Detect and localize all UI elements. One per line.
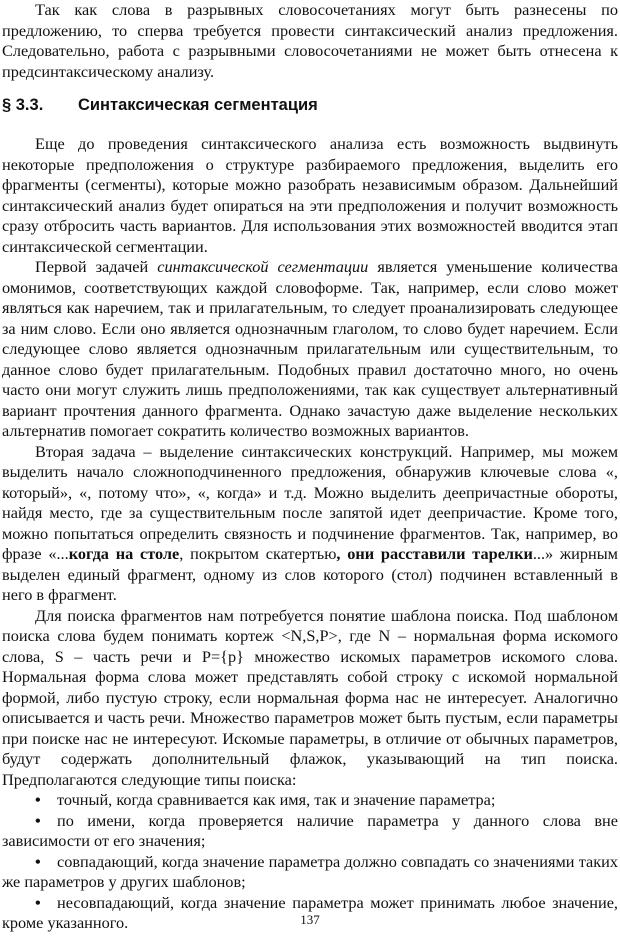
list-item [2,852,618,893]
paragraph-2-rest: является уменьшение количества омонимов, соответствующих каждой словоформе. Так, например, если слово может являться как наречием, так и прилагательным, то следует проанализировать следующее за ним слово. Если оно является однозначным глаголом, то слово будет наречием. Если следующее слово является однозначным прилагательным или существительным, то данное слово будет прилагательным. Подобных правил достаточно много, но очень часто они могут служить лишь предположениями, так как существует альтернативный вариант прочтения данного фрагмента. Однако зачастую даже выделение нескольких альтернатив помогает сократить количество возможных вариантов. [2,257,619,440]
list-item-text: совпадающий, когда значение параметра должно совпадать со значениями таких же параметров у других шаблонов; [2,851,618,891]
section-heading [2,95,618,115]
list-item [2,790,618,811]
bullet-icon: • [35,810,41,830]
list-item [2,811,618,852]
paragraph-2 [2,257,618,442]
paragraph-4: Для поиска фрагментов нам потребуется понятие шаблона поиска. Под шаблоном поиска слова будем понимать кортеж <N,S,P>, где N – нормальная форма искомого слова, S – часть речи и P={p} множество искомых параметров искомого слова. Нормальная форма слова может представлять собой строку с искомой нормальной формой, либо пустую строку, если нормальная форма нас не интересует. Аналогично описывается и часть речи. Множество параметров может быть пустым, если параметры при поиске нас не интересуют. Искомые параметры, в отличие от обычных параметров, будут содержать дополнительный флажок, указывающий на тип поиска. Предполагаются следующие типы поиска: [2,605,618,789]
list-item-text: несовпадающий, когда значение параметра может принимать любое значение, кроме указанного. [2,892,618,932]
paragraph-3-part-3: ...» жирным выделен единый фрагмент, одному из слов которого (стол) подчинен вставленный в него в фрагмент. [2,544,618,604]
paragraph-3-part-1: Вторая задача – выделение синтаксических конструкций. Например, мы можем выделить начало сложноподчиненного предложения, обнаружив ключевые слова «, который», «, потому что», «, когда» и т.д. Можно выделить деепричастные обороты, найдя место, где за существительным после запятой идет деепричастие. Кроме того, можно попытаться определить связность и подчинение фрагментов. Так, например, во фразе «... [2,441,618,563]
paragraph-2-term: синтаксической сегментации [157,257,369,276]
paragraph-2-lead: Первой задачей [35,257,158,276]
list-item-text: точный, когда сравнивается как имя, так и значение параметра; [57,790,496,809]
bullet-icon: • [35,790,41,809]
paragraph-3-part-2: , покрытом скатертью [179,544,337,563]
list-item-text: по имени, когда проверяется наличие параметра у данного слова вне зависимости от его значения; [2,810,618,850]
page-body [2,0,618,934]
section-number: § 3.3. [2,96,44,114]
bullet-icon: • [35,851,41,871]
paragraph-3 [2,442,618,606]
section-title: Синтаксическая сегментация [78,96,318,114]
bullet-icon: • [35,892,41,912]
paragraph-1: Еще до проведения синтаксического анализа есть возможность выдвинуть некоторые предположения о структуре разбираемого предложения, выделить его фрагменты (сегменты), которые можно разобрать независимым образом. Дальнейший синтаксический анализ будет опираться на эти предположения и получит возможность сразу отбросить часть вариантов. Для использования этих возможностей вводится этап синтаксической сегментации. [2,134,618,256]
paragraph-3-bold-1: когда на столе [68,544,180,563]
intro-paragraph: Так как слова в разрывных словосочетаниях могут быть разнесены по предложению, то сперва требуется провести синтаксический анализ предложения. Следовательно, работа с разрывными словосочетаниями не может быть отнесена к предсинтаксическому анализу. [2,0,618,81]
paragraph-3-bold-2: , они расставили тарелки [336,544,533,563]
page-number: 137 [300,912,320,927]
